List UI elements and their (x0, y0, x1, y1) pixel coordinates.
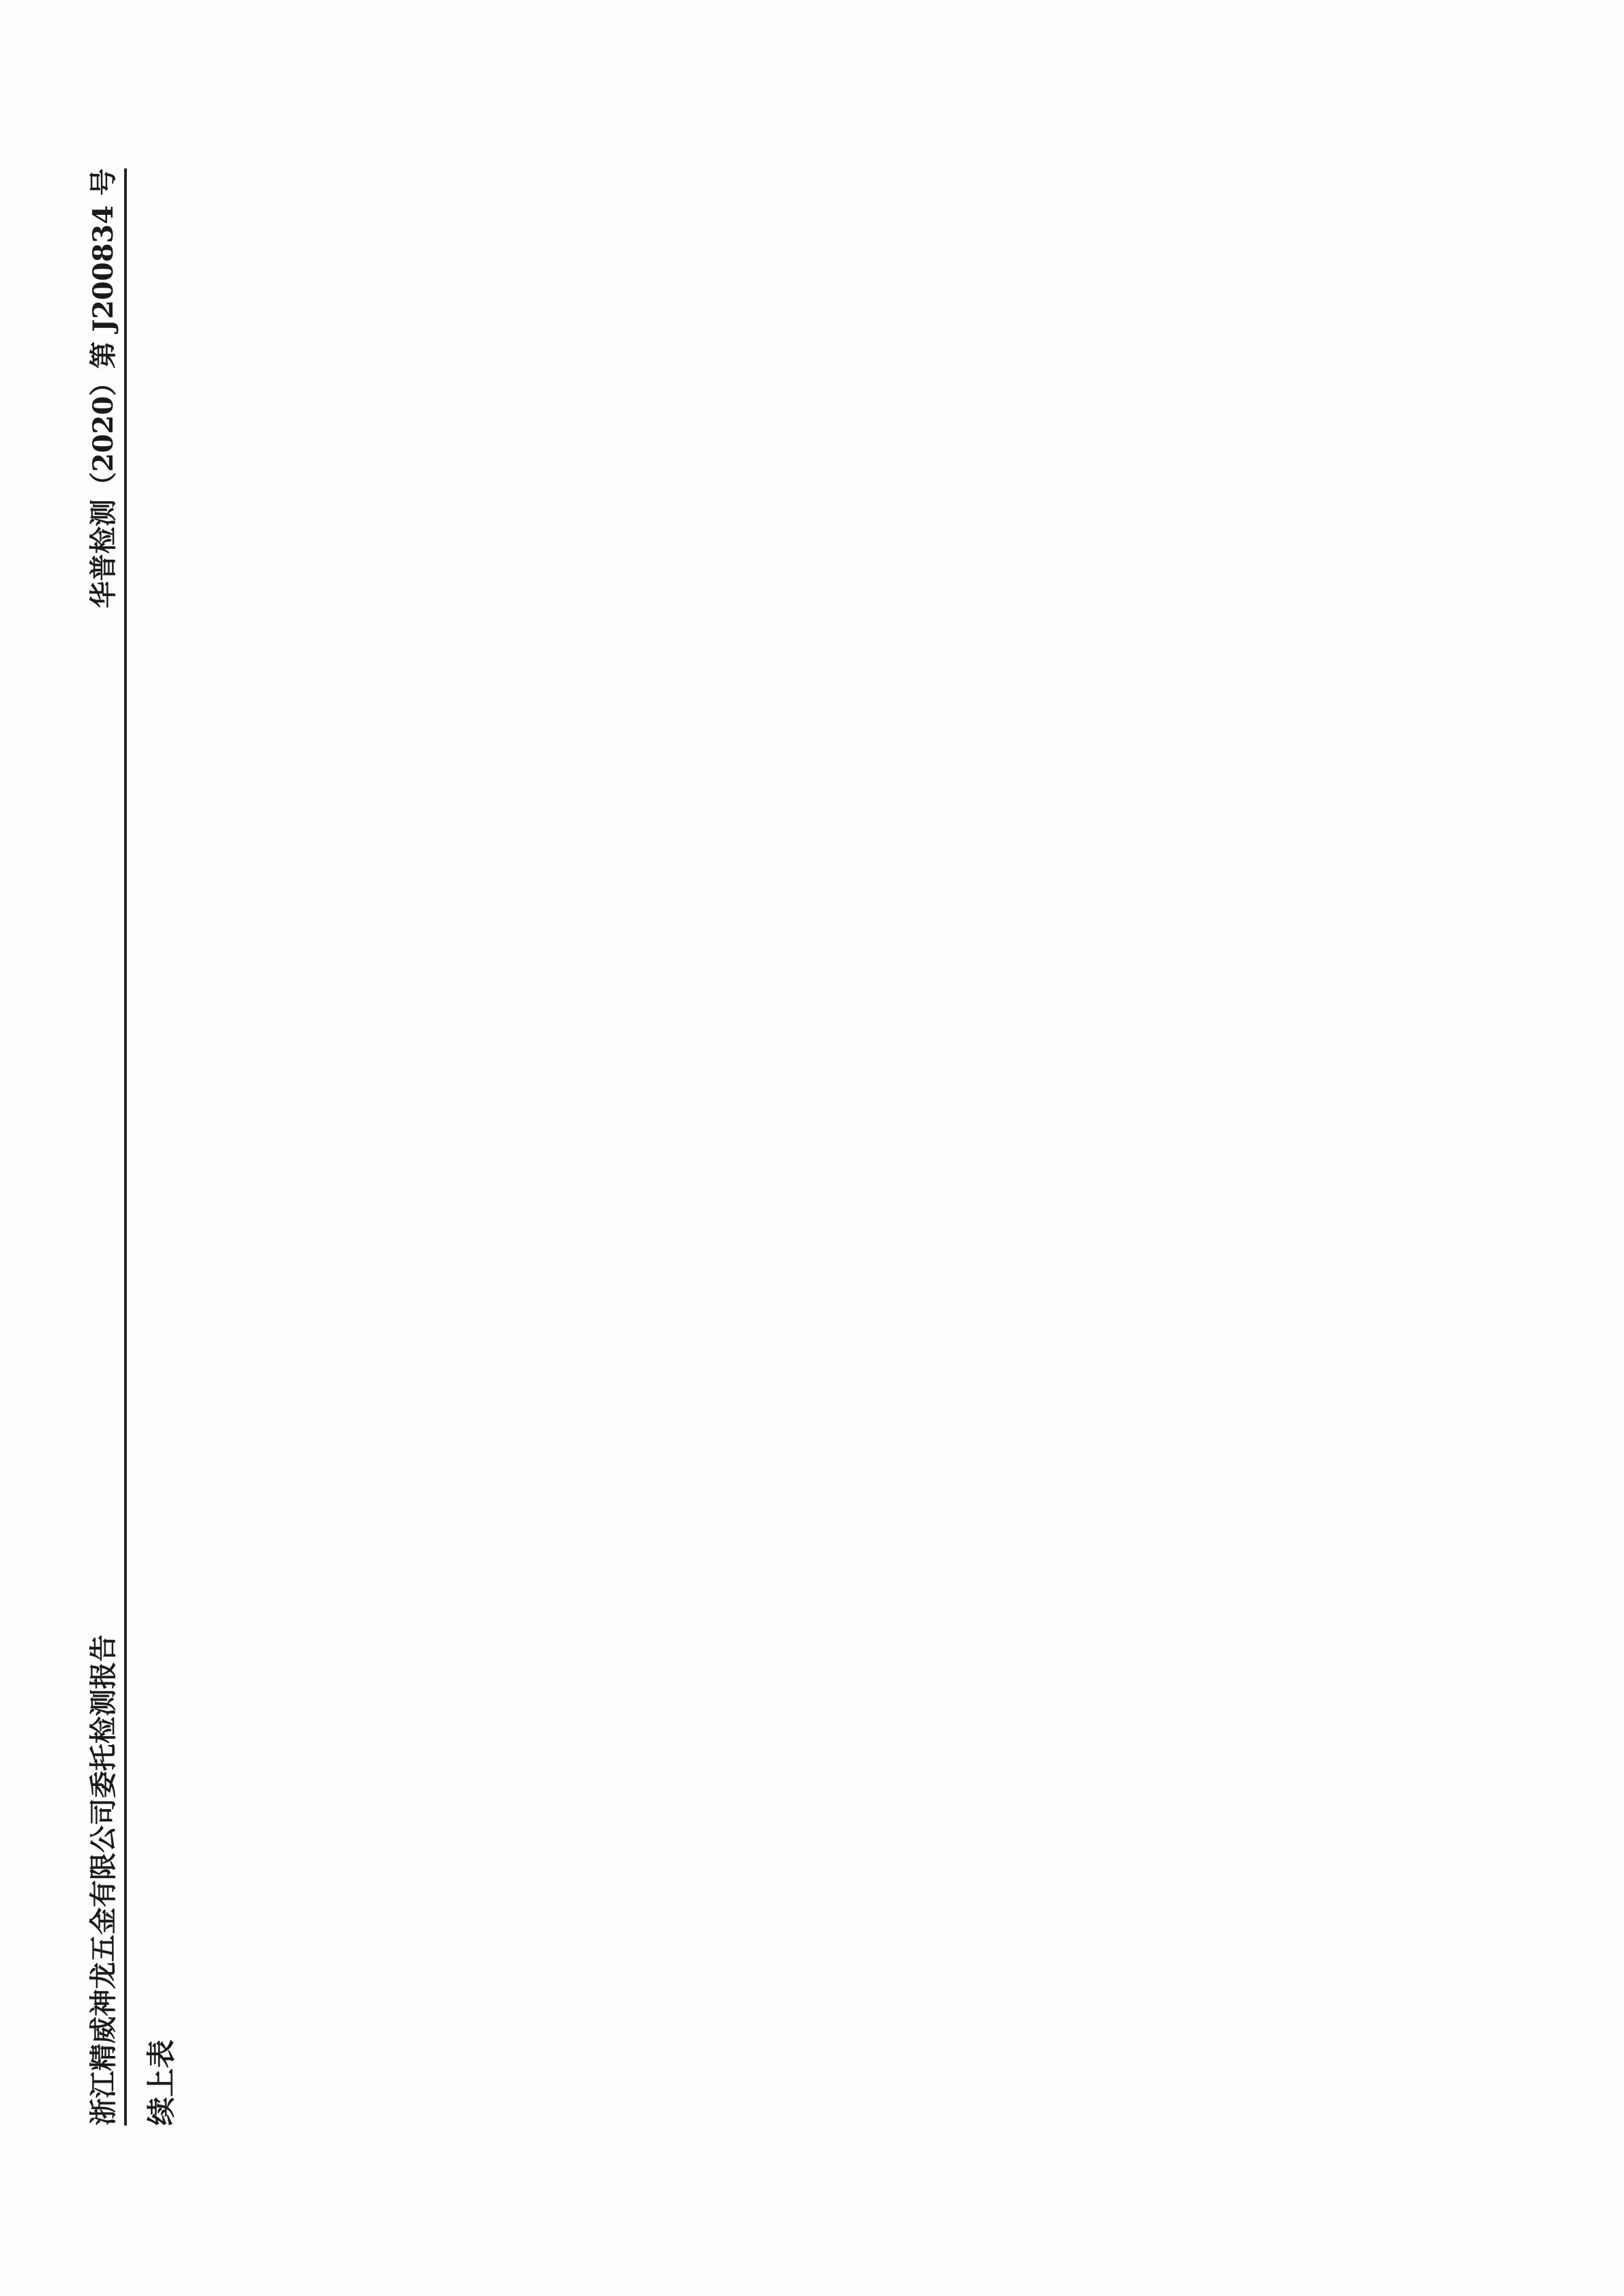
report-number: 华普检测（2020）第 J200834 号 (87, 168, 119, 609)
company-header: 浙江精威神龙五金有限公司委托检测报告 (87, 1635, 119, 2126)
header-rule (124, 168, 127, 2126)
report-header (82, 168, 177, 2126)
continued-label: 续上表 (145, 2039, 178, 2126)
